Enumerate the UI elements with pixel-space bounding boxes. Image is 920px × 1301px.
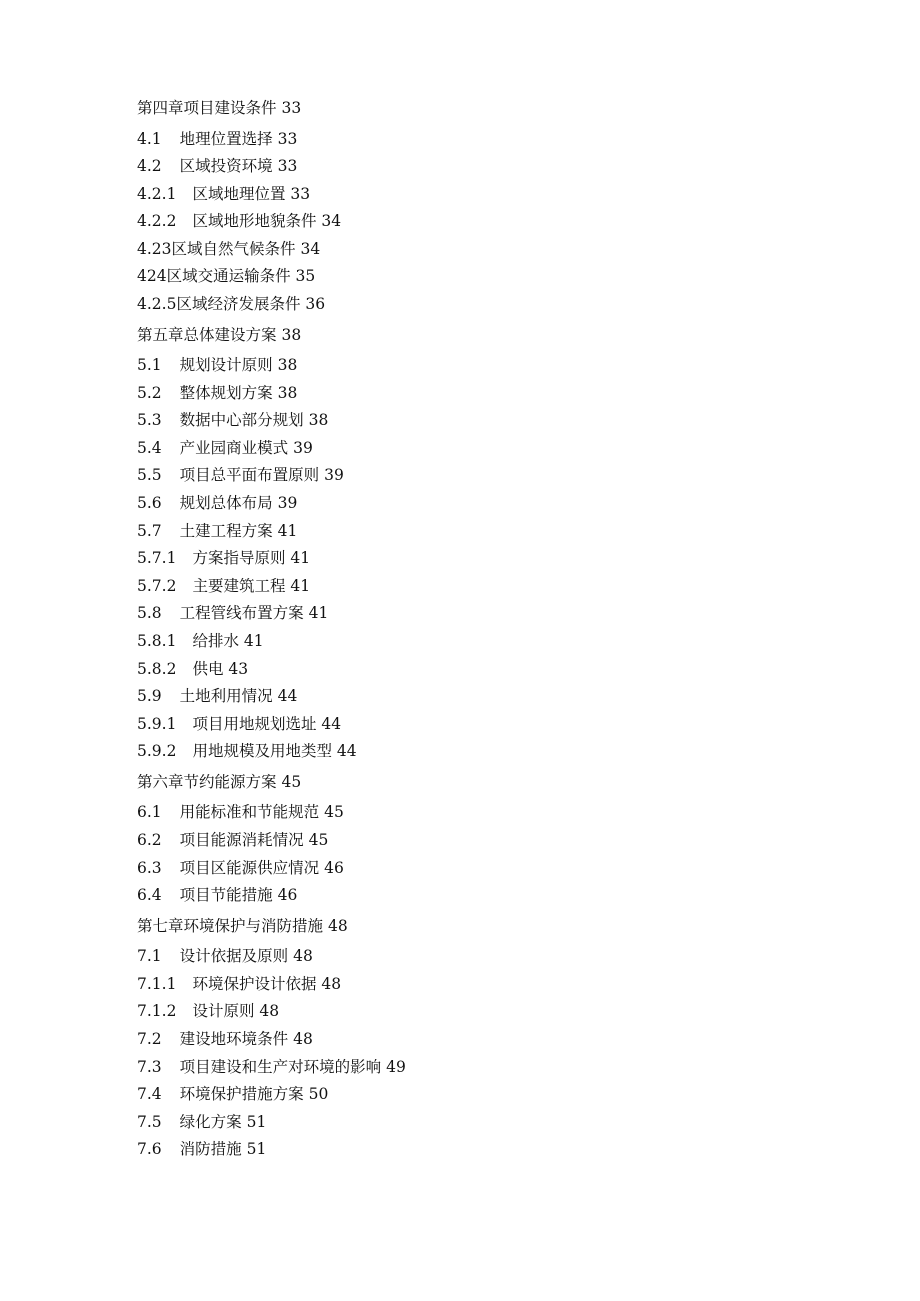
toc-entry-page: 46 xyxy=(324,858,344,877)
toc-entry-number: 4.2.5 xyxy=(137,295,177,314)
toc-entry xyxy=(137,355,857,375)
toc-entry-title: 产业园商业模式 xyxy=(179,438,289,457)
toc-entry-number: 5.9.2 xyxy=(137,742,177,761)
toc-entry-title: 绿化方案 xyxy=(179,1112,242,1131)
toc-entry xyxy=(137,603,857,623)
toc-entry-title: 土地利用情况 xyxy=(179,687,273,706)
toc-entry-title: 设计依据及原则 xyxy=(179,947,289,966)
toc-entry-page: 33 xyxy=(290,184,311,203)
toc-entry xyxy=(137,974,857,994)
toc-entry-number: 7.1.1 xyxy=(137,974,177,993)
toc-entry-title: 设计原则 xyxy=(192,1002,255,1021)
toc-entry xyxy=(137,1001,857,1021)
toc-entry xyxy=(137,631,857,651)
toc-entry-page: 51 xyxy=(246,1140,267,1159)
toc-entry xyxy=(137,156,857,176)
toc-entry-title: 项目区能源供应情况 xyxy=(179,858,320,877)
table-of-contents xyxy=(137,98,857,1159)
toc-entry-title: 地理位置选择 xyxy=(179,129,273,148)
toc-entry xyxy=(137,858,857,878)
toc-entry-title: 数据中心部分规划 xyxy=(179,411,304,430)
toc-entry-number: 7.3 xyxy=(137,1057,162,1076)
toc-entry xyxy=(137,294,857,314)
toc-entry-title: 建设地环境条件 xyxy=(179,1029,289,1048)
toc-entry xyxy=(137,686,857,706)
toc-entry-title: 区域自然气候条件 xyxy=(171,239,296,258)
toc-entry xyxy=(137,714,857,734)
toc-entry-number: 4.23 xyxy=(137,239,172,258)
toc-entry-page: 48 xyxy=(293,947,313,966)
toc-entry-page: 45 xyxy=(308,830,329,849)
toc-entry-number: 6.4 xyxy=(137,886,162,905)
toc-entry-title: 区域经济发展条件 xyxy=(176,295,301,314)
toc-entry-title: 区域交通运输条件 xyxy=(166,267,291,286)
toc-entry-number: 6.2 xyxy=(137,830,162,849)
toc-entry-page: 44 xyxy=(336,742,357,761)
toc-entry-title: 消防措施 xyxy=(179,1140,242,1159)
toc-entry-number: 4.2.1 xyxy=(137,184,177,203)
toc-entry-page: 43 xyxy=(228,659,249,678)
toc-entry-page: 38 xyxy=(277,356,298,375)
toc-entry-number: 5.9.1 xyxy=(137,714,177,733)
toc-entry-page: 34 xyxy=(300,239,321,258)
toc-entry-page: 39 xyxy=(324,466,344,485)
toc-entry-number: 5.3 xyxy=(137,411,162,430)
toc-entry-page: 38 xyxy=(277,383,298,402)
toc-entry-title: 项目能源消耗情况 xyxy=(179,830,304,849)
toc-entry-page: 50 xyxy=(308,1085,329,1104)
toc-entry xyxy=(137,383,857,403)
toc-entry-number: 5.6 xyxy=(137,494,162,513)
toc-entry xyxy=(137,211,857,231)
toc-entry-title: 给排水 xyxy=(192,632,239,650)
toc-entry-number: 5.5 xyxy=(137,466,162,485)
toc-entry-page: 33 xyxy=(277,157,298,176)
toc-entry xyxy=(137,184,857,204)
toc-entry-title: 项目总平面布置原则 xyxy=(179,466,320,485)
toc-entry-page: 41 xyxy=(243,632,264,650)
toc-entry-title: 规划设计原则 xyxy=(179,356,273,375)
toc-entry-title: 项目建设和生产对环境的影响 xyxy=(179,1057,382,1076)
toc-entry-page: 38 xyxy=(281,325,302,344)
toc-entry-title: 主要建筑工程 xyxy=(192,576,286,595)
toc-entry xyxy=(137,885,857,905)
toc-entry-page: 35 xyxy=(295,267,316,286)
toc-entry-number: 5.7.1 xyxy=(137,549,177,568)
toc-entry-page: 49 xyxy=(386,1057,406,1076)
toc-entry-title: 区域投资环境 xyxy=(179,157,273,176)
toc-entry-title: 用能标准和节能规范 xyxy=(179,803,320,822)
toc-entry xyxy=(137,576,857,596)
toc-entry xyxy=(137,129,857,149)
toc-entry-number: 4.2.2 xyxy=(137,212,177,231)
toc-entry-number: 7.5 xyxy=(137,1112,162,1131)
toc-entry xyxy=(137,548,857,568)
toc-entry-number: 6.3 xyxy=(137,858,162,877)
toc-entry-page: 46 xyxy=(277,886,298,905)
toc-entry-page: 48 xyxy=(321,974,342,993)
toc-entry-page: 51 xyxy=(246,1112,267,1131)
toc-entry-page: 38 xyxy=(308,411,329,430)
toc-entry-title: 区域地形地貌条件 xyxy=(192,212,317,231)
toc-entry xyxy=(137,493,857,513)
toc-entry xyxy=(137,830,857,850)
toc-entry-number: 7.2 xyxy=(137,1029,162,1048)
toc-entry-number: 6.1 xyxy=(137,803,162,822)
toc-entry-number: 5.9 xyxy=(137,687,162,706)
toc-entry-number: 5.1 xyxy=(137,356,162,375)
toc-entry-page: 44 xyxy=(321,714,342,733)
toc-entry-page: 41 xyxy=(290,549,311,568)
toc-entry-number: 5.8 xyxy=(137,604,162,623)
toc-entry-page: 33 xyxy=(281,99,302,117)
toc-entry xyxy=(137,802,857,822)
toc-entry-title: 规划总体布局 xyxy=(179,494,273,513)
toc-entry-page: 41 xyxy=(277,521,298,540)
toc-entry-title: 土建工程方案 xyxy=(179,521,273,540)
toc-entry-title: 项目用地规划选址 xyxy=(192,714,317,733)
toc-entry-title: 环境保护措施方案 xyxy=(179,1085,304,1104)
toc-entry-number: 5.8.1 xyxy=(137,632,177,650)
toc-entry-page: 41 xyxy=(308,604,329,623)
toc-entry xyxy=(137,659,857,679)
toc-entry-number: 5.4 xyxy=(137,438,162,457)
toc-entry xyxy=(137,1057,857,1077)
toc-entry xyxy=(137,1029,857,1049)
toc-entry-title: 区域地理位置 xyxy=(192,184,286,203)
toc-entry-title: 环境保护设计依据 xyxy=(192,974,317,993)
toc-entry-page: 45 xyxy=(281,772,302,791)
toc-chapter-entry xyxy=(137,916,857,936)
toc-entry-title: 第四章项目建设条件 xyxy=(137,99,277,117)
toc-entry-number: 7.1 xyxy=(137,947,162,966)
toc-entry-number: 5.8.2 xyxy=(137,659,177,678)
toc-entry xyxy=(137,266,857,286)
toc-entry-title: 方案指导原则 xyxy=(192,549,286,568)
toc-entry xyxy=(137,741,857,761)
toc-entry-title: 用地规模及用地类型 xyxy=(192,742,332,761)
toc-entry xyxy=(137,465,857,485)
toc-entry-number: 4.2 xyxy=(137,157,162,176)
toc-entry-title: 工程管线布置方案 xyxy=(179,604,304,623)
toc-entry xyxy=(137,1084,857,1104)
toc-entry-title: 第六章节约能源方案 xyxy=(137,772,277,791)
toc-entry-number: 5.2 xyxy=(137,383,162,402)
toc-entry xyxy=(137,438,857,458)
toc-entry-number: 7.4 xyxy=(137,1085,162,1104)
toc-entry-page: 48 xyxy=(259,1002,280,1021)
toc-entry-page: 45 xyxy=(324,803,344,822)
toc-entry xyxy=(137,1112,857,1132)
toc-entry xyxy=(137,521,857,541)
toc-entry-title: 第五章总体建设方案 xyxy=(137,325,277,344)
toc-entry-number: 5.7.2 xyxy=(137,576,177,595)
toc-entry-page: 44 xyxy=(277,687,298,706)
toc-entry-number: 424 xyxy=(137,267,167,286)
toc-entry-page: 33 xyxy=(277,129,298,148)
toc-chapter-entry xyxy=(137,98,857,118)
toc-entry-page: 36 xyxy=(305,295,326,314)
toc-entry-page: 48 xyxy=(327,916,348,935)
toc-entry-page: 41 xyxy=(290,576,311,595)
toc-entry xyxy=(137,239,857,259)
toc-entry xyxy=(137,410,857,430)
toc-entry-page: 34 xyxy=(321,212,342,231)
toc-entry xyxy=(137,1139,857,1159)
toc-entry-title: 第七章环境保护与消防措施 xyxy=(137,916,324,935)
toc-entry-title: 供电 xyxy=(192,659,224,678)
toc-entry-title: 整体规划方案 xyxy=(179,383,273,402)
toc-chapter-entry xyxy=(137,772,857,792)
toc-entry-number: 4.1 xyxy=(137,129,162,148)
toc-entry-title: 项目节能措施 xyxy=(179,886,273,905)
toc-entry xyxy=(137,946,857,966)
toc-chapter-entry xyxy=(137,325,857,345)
toc-entry-page: 48 xyxy=(293,1029,313,1048)
toc-entry-number: 7.6 xyxy=(137,1140,162,1159)
toc-entry-number: 7.1.2 xyxy=(137,1002,177,1021)
toc-entry-number: 5.7 xyxy=(137,521,162,540)
toc-entry-page: 39 xyxy=(277,494,298,513)
toc-entry-page: 39 xyxy=(293,438,313,457)
